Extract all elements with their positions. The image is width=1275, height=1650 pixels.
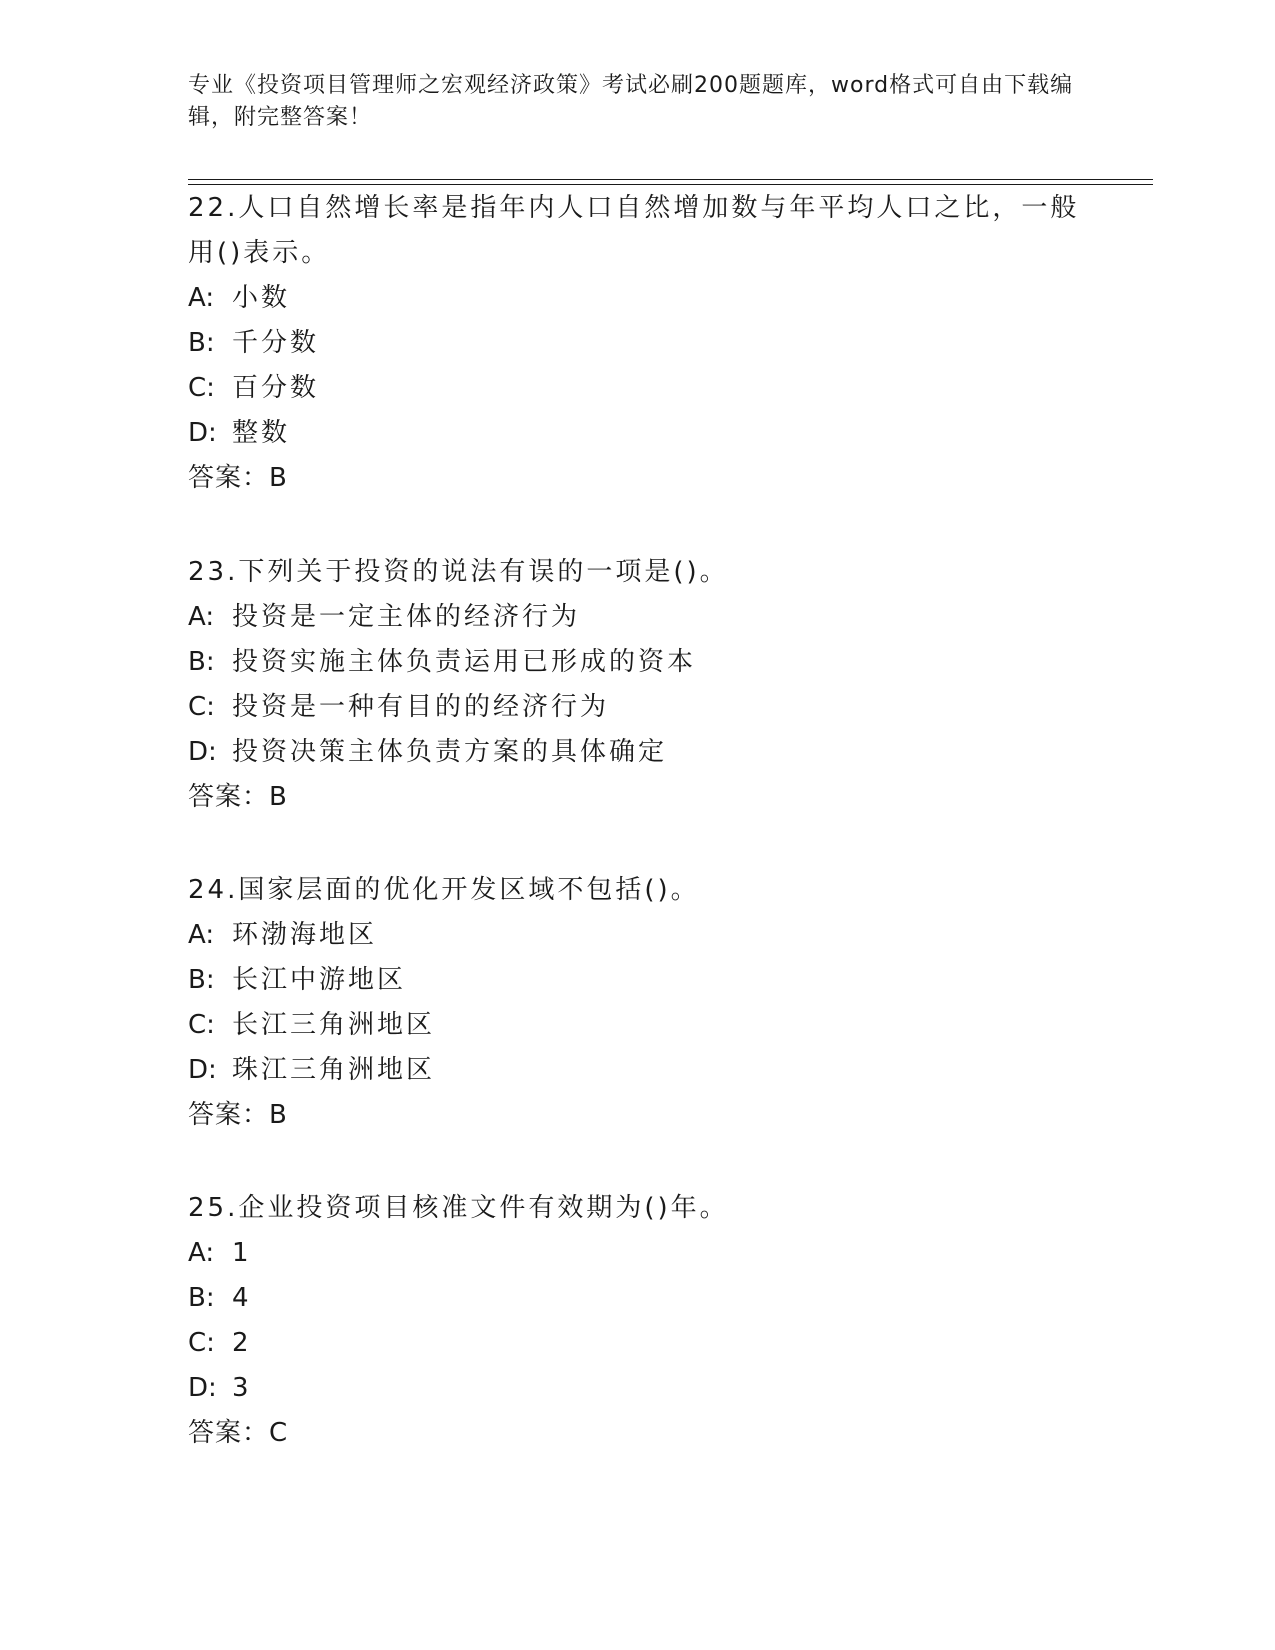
option-b <box>188 1276 1088 1321</box>
answer: 答案：C <box>188 1418 289 1448</box>
option-letter: B: <box>188 647 215 677</box>
option-d <box>188 1366 1088 1411</box>
option-letter: B: <box>188 1283 215 1313</box>
question-stem: 23.下列关于投资的说法有误的一项是()。 <box>188 557 729 587</box>
question-22 <box>188 186 1088 501</box>
option-text: 投资决策主体负责方案的具体确定 <box>232 737 668 767</box>
option-a <box>188 595 1088 640</box>
option-d <box>188 411 1088 456</box>
option-letter: D: <box>188 1055 217 1085</box>
option-text: 千分数 <box>232 328 320 358</box>
option-letter: A: <box>188 920 215 950</box>
option-text: 投资是一种有目的的经济行为 <box>232 692 610 722</box>
option-letter: A: <box>188 1238 215 1268</box>
option-text: 小数 <box>232 283 291 313</box>
option-b <box>188 321 1088 366</box>
option-text: 整数 <box>232 418 291 448</box>
option-text: 4 <box>232 1283 252 1313</box>
option-letter: C: <box>188 692 215 722</box>
option-c <box>188 685 1088 730</box>
option-text: 珠江三角洲地区 <box>232 1055 436 1085</box>
document-header: 专业《投资项目管理师之宏观经济政策》考试必刷200题题库，word格式可自由下载编辑，附完整答案！ <box>188 73 1074 130</box>
option-a <box>188 1231 1088 1276</box>
option-text: 百分数 <box>232 373 320 403</box>
option-d <box>188 730 1088 775</box>
option-d <box>188 1048 1088 1093</box>
option-letter: A: <box>188 283 215 313</box>
answer: 答案：B <box>188 1100 288 1130</box>
question-25 <box>188 1186 1088 1456</box>
answer: 答案：B <box>188 463 288 493</box>
question-stem: 22.人口自然增长率是指年内人口自然增加数与年平均人口之比，一般用()表示。 <box>188 193 1080 268</box>
option-a <box>188 276 1088 321</box>
option-letter: C: <box>188 373 215 403</box>
header-divider-top <box>188 179 1153 180</box>
option-text: 长江中游地区 <box>232 965 407 995</box>
option-letter: A: <box>188 602 215 632</box>
question-24 <box>188 868 1088 1138</box>
option-letter: D: <box>188 418 217 448</box>
option-letter: C: <box>188 1328 215 1358</box>
option-letter: D: <box>188 737 217 767</box>
option-text: 投资是一定主体的经济行为 <box>232 602 581 632</box>
option-letter: B: <box>188 328 215 358</box>
answer: 答案：B <box>188 782 288 812</box>
option-letter: D: <box>188 1373 217 1403</box>
option-letter: C: <box>188 1010 215 1040</box>
option-letter: B: <box>188 965 215 995</box>
question-stem: 25.企业投资项目核准文件有效期为()年。 <box>188 1193 729 1223</box>
option-b <box>188 958 1088 1003</box>
option-b <box>188 640 1088 685</box>
header-divider-bottom <box>188 184 1153 185</box>
option-a <box>188 913 1088 958</box>
option-text: 1 <box>232 1238 252 1268</box>
question-23 <box>188 550 1088 820</box>
option-text: 投资实施主体负责运用已形成的资本 <box>232 647 697 677</box>
option-text: 长江三角洲地区 <box>232 1010 436 1040</box>
option-text: 环渤海地区 <box>232 920 378 950</box>
option-text: 2 <box>232 1328 252 1358</box>
option-c <box>188 366 1088 411</box>
option-c <box>188 1321 1088 1366</box>
question-stem: 24.国家层面的优化开发区域不包括()。 <box>188 875 700 905</box>
option-c <box>188 1003 1088 1048</box>
option-text: 3 <box>232 1373 252 1403</box>
